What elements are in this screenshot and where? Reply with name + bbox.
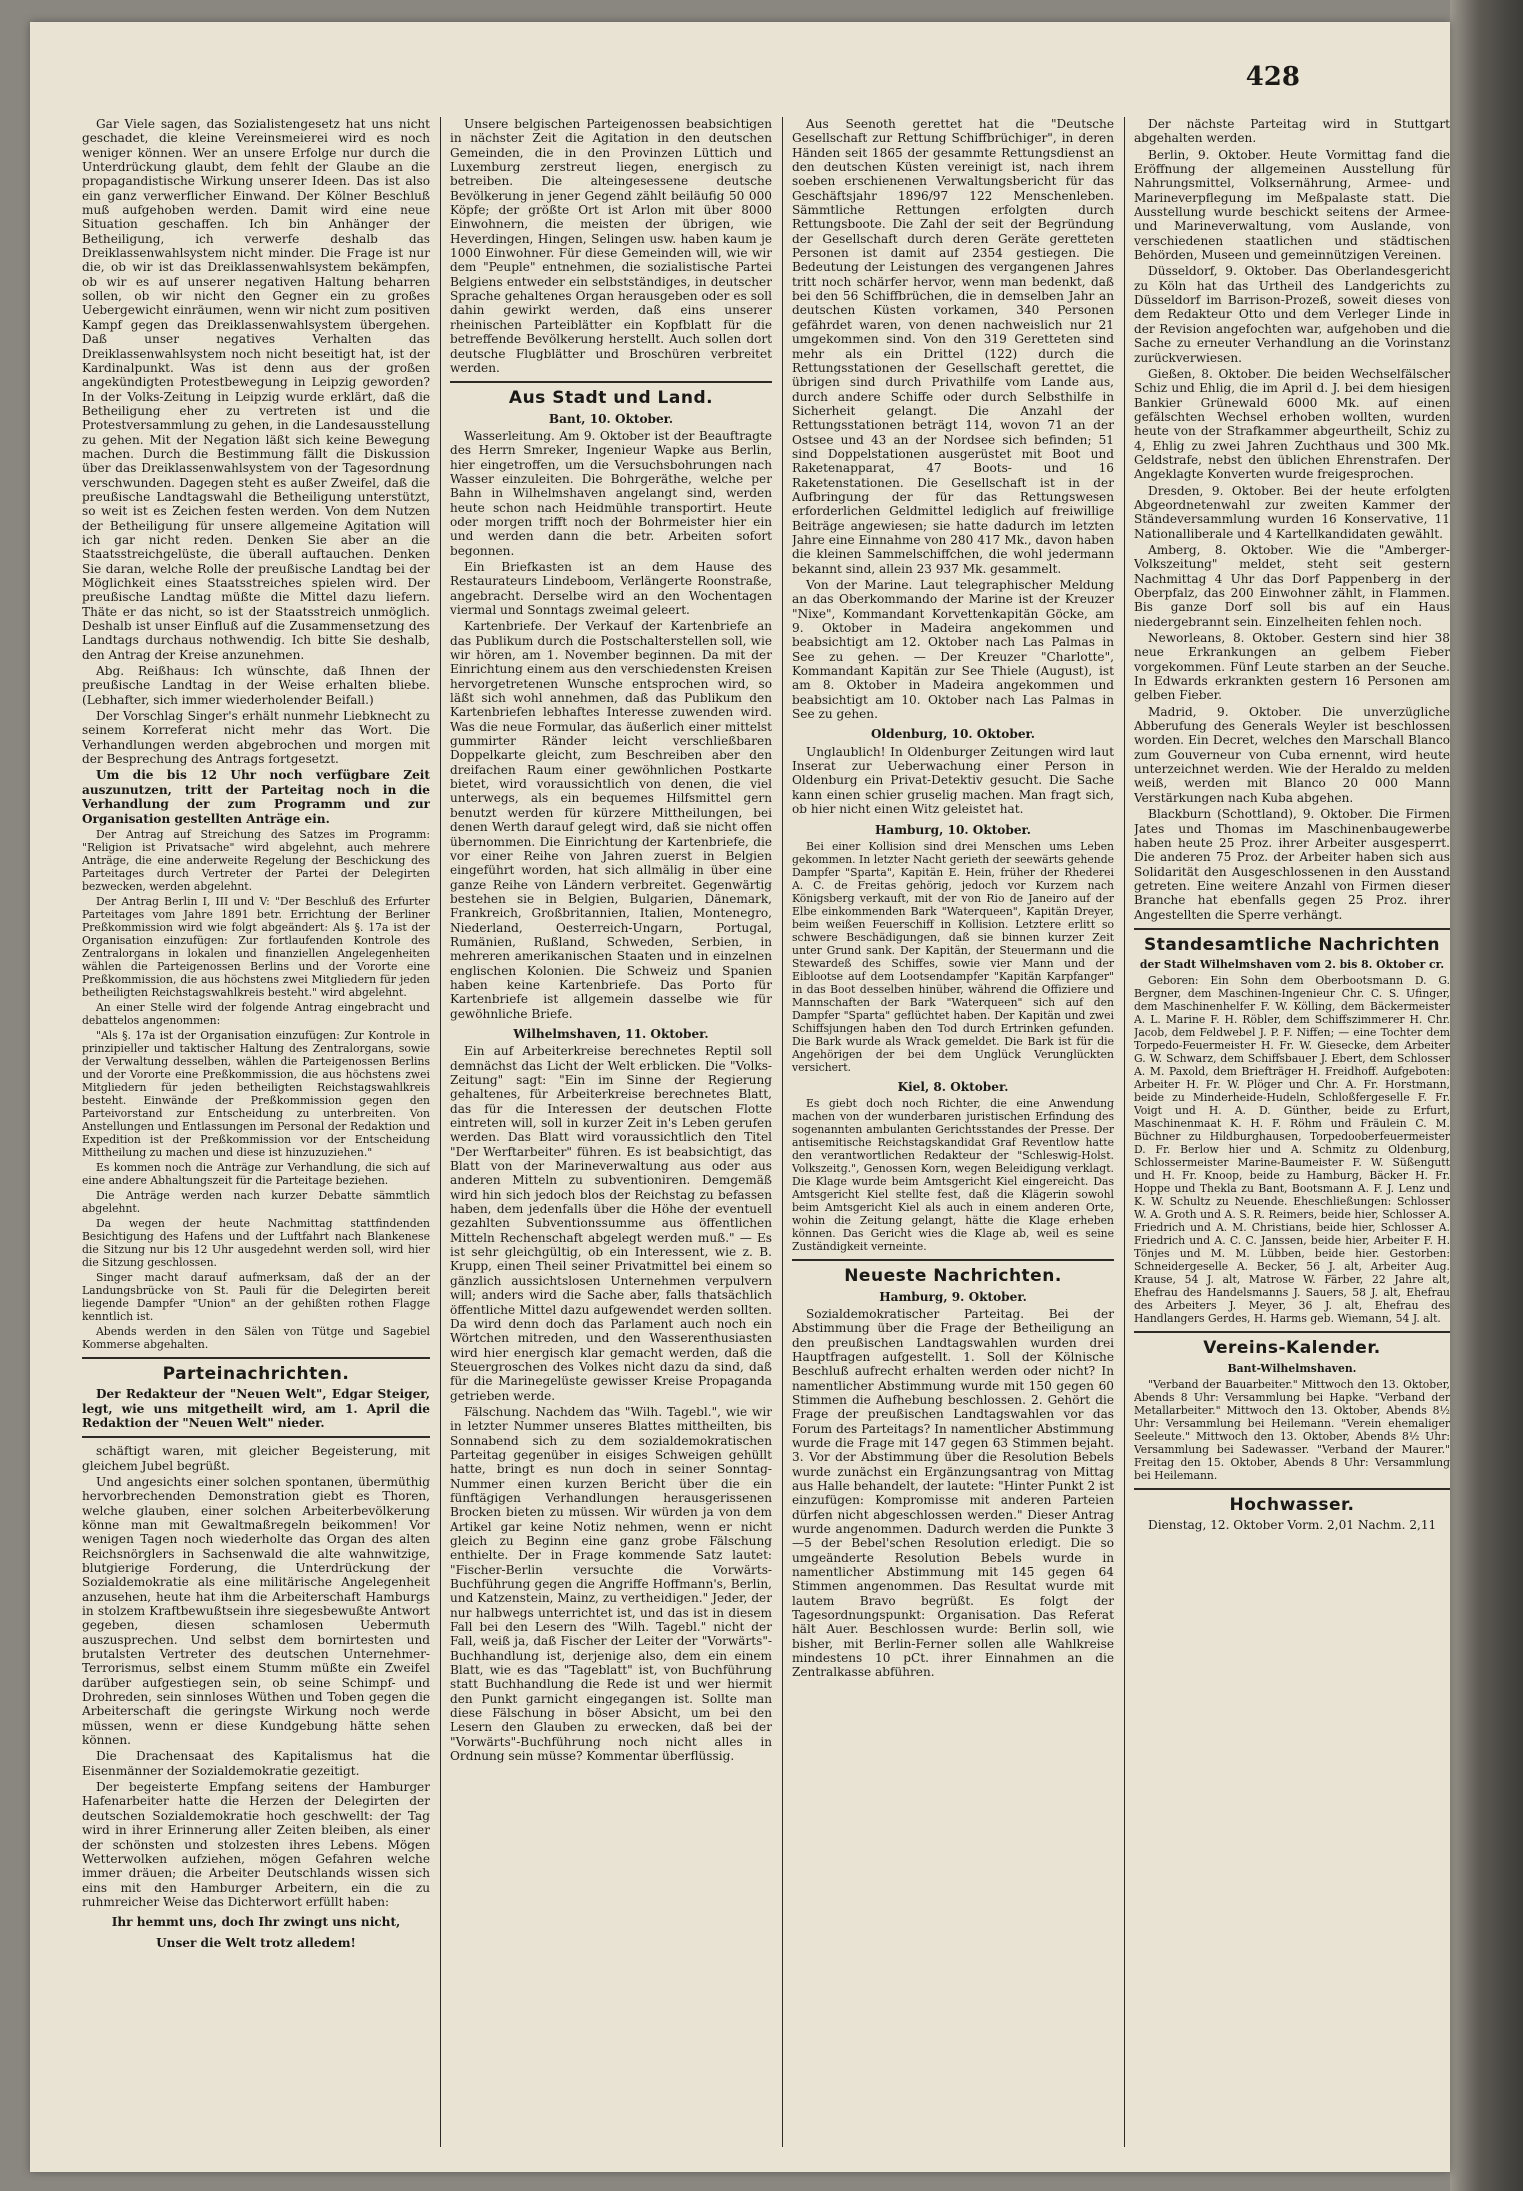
paragraph: schäftigt waren, mit gleicher Begeisterung, mit gleichem Jubel begrüßt. xyxy=(82,1444,430,1473)
paragraph: Der nächste Parteitag wird in Stuttgart abgehalten werden. xyxy=(1134,117,1450,146)
paragraph: Der Vorschlag Singer's erhält nunmehr Liebknecht zu seinem Korreferat nicht mehr das Wort. Die Verhandlungen werden abgebrochen und morgen mit der Besprechung des Antrags fortgesetzt. xyxy=(82,709,430,767)
paragraph: Singer macht darauf aufmerksam, daß der an der Landungsbrücke von St. Pauli für die Delegirten bereit liegende Dampfer "Union" an der gehißten rothen Flagge kenntlich ist. xyxy=(82,1270,430,1323)
column-rule xyxy=(1124,117,1125,2147)
page-number: 428 xyxy=(1245,62,1300,92)
paragraph: Dresden, 9. Oktober. Bei der heute erfolgten Abgeordnetenwahl zur zweiten Kammer der Ständeversammlung wurden 16 Konservative, 11 Nationalliberale und 4 Kartellkandidaten gewählt. xyxy=(1134,483,1450,541)
paragraph: Und angesichts einer solchen spontanen, übermüthig hervorbrechenden Demonstration giebt es Thoren, welche glauben, einer solchen Arbeiterbevölkerung könne man mit Gewaltmaßregeln beikommen! Vor wenigen Tagen noch wiederholte das Organ des alten Reichsnörglers in Sachsenwald die alte wahnwitzige, blutgierige Forderung, die Unterdrückung der Sozialdemokratie als eine militärische Angelegenheit anzusehen, heute hat ihm die Arbeiterschaft Hamburgs in stolzem Kraftbewußtsein ihre siegesbewußte Antwort gegeben, diesen schamlosen Uebermuth auszusprechen. Und selbst dem bornirtesten und brutalsten Vertreter des deutschen Unternehmer-Terrorismus, selbst einem Stumm müßte ein Zweifel darüber aufgestiegen sein, ob seine Schimpf- und Drohreden, sein sinnloses Wüthen und Toben gegen die Arbeiterschaft die geringste Wirkung noch werde müssen, wenn er diese Kundgebung hätte sehen können. xyxy=(82,1474,430,1748)
paragraph: Düsseldorf, 9. Oktober. Das Oberlandesgericht zu Köln hat das Urtheil des Landgerichts zu Düsseldorf im Barrison-Prozeß, soweit dieses von dem Redakteur Otto und dem Verleger Linde in der Revision angefochten war, aufgehoben und die Sache zu erneuter Verhandlung an die Vorinstanz zurückverwiesen. xyxy=(1134,264,1450,365)
paragraph: Ein Briefkasten ist an dem Hause des Restaurateurs Lindeboom, Verlängerte Roonstraße, angebracht. Derselbe wird an den Wochentagen viermal und Sonntags zweimal geleert. xyxy=(450,559,772,617)
paragraph: An einer Stelle wird der folgende Antrag eingebracht und debattelos angenommen: xyxy=(82,1000,430,1027)
paragraph: Aus Seenoth gerettet hat die "Deutsche Gesellschaft zur Rettung Schiffbrüchiger", in deren Händen seit 1865 der gesammte Rettungsdienst an den deutschen Küsten vereinigt ist, nach ihrem soeben erschienenen Verwaltungsbericht für das Geschäftsjahr 1896/97 122 Menschenleben. Sämmtliche Rettungen erfolgten durch Rettungsboote. Die Zahl der seit der Begründung der Gesellschaft durch deren Geräte geretteten Personen ist damit auf 2354 gestiegen. Die Bedeutung der Leistungen des vergangenen Jahres tritt noch schärfer hervor, wenn man bedenkt, daß bei den 56 Schiffbrüchen, die in demselben Jahr an deutschen Küsten vorkamen, 340 Personen gefährdet waren, von denen nachweislich nur 21 umgekommen sind. Von den 319 Geretteten sind mehr als ein Drittel (122) durch die Rettungsstationen der Gesellschaft gerettet, die übrigen sind durch Privathilfe vom Lande aus, durch andere Schiffe oder durch Selbsthilfe in Sicherheit gelangt. Die Anzahl der Rettungsstationen beträgt 114, wovon 71 an der Ostsee und 43 an der Nordsee sich befinden; 51 sind Doppelstationen ausgerüstet mit Boot und Raketenapparat, 47 Boots- und 16 Raketenstationen. Die Gesellschaft ist in der Aufbringung der für das Rettungswesen erforderlichen Geldmittel lediglich auf freiwillige Beiträge angewiesen; sie hatte dadurch im letzten Jahre eine Einnahme von 280 417 Mk., davon haben die kleinen Sammelschiffchen, die wohl jedermann bekannt sind, allein 23 937 Mk. gesammelt. xyxy=(792,117,1114,576)
paragraph: Kartenbriefe. Der Verkauf der Kartenbriefe an das Publikum durch die Postschalterstellen soll, wie wir hören, am 1. November beginnen. Da mit der Einrichtung einem aus den verschiedensten Kreisen hervorgetretenen Wunsche entsprochen wird, so läßt sich wohl annehmen, daß das Publikum den Kartenbriefen lebhaftes Interesse zuwenden wird. Was die neue Formular, das äußerlich einer mittelst gummirter Ränder leicht verschließbaren Doppelkarte gleicht, zum Beschreiben aber den dreifachen Raum einer gewöhnlichen Postkarte bietet, wird voraussichtlich von denen, die viel unterwegs, als ein bequemes Hilfsmittel gern benutzt werden für kürzere Mittheilungen, bei denen Werth darauf gelegt wird, daß sie nicht offen übernommen. Die Einrichtung der Kartenbriefe, die vor einer Reihe von Jahren zuerst in Belgien eingeführt worden, hat sich allmälig in über eine ganze Reihe von Ländern verbreitet. Gegenwärtig bestehen sie in Belgien, Bulgarien, Dänemark, Frankreich, Großbritannien, Italien, Montenegro, Niederland, Oesterreich-Ungarn, Portugal, Rumänien, Rußland, Schweden, Serbien, in mehreren amerikanischen Staaten und in einzelnen englischen Kolonien. Die Schweiz und Spanien haben keine Kartenbriefe. Das Porto für Kartenbriefe ist allgemein dasselbe wie für gewöhnliche Briefe. xyxy=(450,619,772,1021)
paragraph: Neworleans, 8. Oktober. Gestern sind hier 38 neue Erkrankungen an gelbem Fieber vorgekommen. Fünf Leute starben an der Seuche. In Edwards erkrankten gestern 16 Personen am gelben Fieber. xyxy=(1134,631,1450,703)
section-rule xyxy=(450,381,772,383)
paragraph: Abends werden in den Sälen von Tütge und Sagebiel Kommerse abgehalten. xyxy=(82,1324,430,1351)
column-1 xyxy=(82,117,430,2147)
paragraph: Gießen, 8. Oktober. Die beiden Wechselfälscher Schiz und Ehlig, die im April d. J. bei dem hiesigen Bankier Grünewald 6000 Mk. auf einen gefälschten Wechsel erhoben wollten, wurden heute von der Strafkammer abgeurtheilt, Schiz zu 4, Ehlig zu zwei Jahren Zuchthaus und 300 Mk. Geldstrafe, nebst den üblichen Ehrenstrafen. Der Angeklagte Konverten wurde freigesprochen. xyxy=(1134,366,1450,482)
dateline: Hamburg, 10. Oktober. xyxy=(875,822,1031,837)
heading-club-calendar: Vereins-Kalender. xyxy=(1203,1338,1381,1359)
paragraph: Unglaublich! In Oldenburger Zeitungen wird laut Inserat zur Ueberwachung einer Person in Oldenburg ein Privat-Detektiv gesucht. Die Sache kann einen schier gruselig machen. Man fragt sich, ob hier nicht einen Witz geleistet hat. xyxy=(792,744,1114,817)
column-2 xyxy=(450,117,772,2147)
paragraph: Sozialdemokratischer Parteitag. Bei der Abstimmung über die Frage der Betheiligung an den preußischen Landtagswahlen wurden drei Hauptfragen aufgestellt. 1. Soll der Kölnische Beschluß aufrecht erhalten werden oder nicht? In namentlicher Abstimmung wurde mit 150 gegen 60 Stimmen die Aufhebung beschlossen. 2. Gehört die Frage der preußischen Landtagswahlen vor das Forum des Parteitags? In namentlicher Abstimmung wurde die Frage mit 147 gegen 63 Stimmen bejaht. 3. Vor der Abstimmung über die Resolution Bebels wurde zunächst ein Ergänzungsantrag von Mittag aus Halle behandelt, der lautete: "Hinter Punkt 2 ist einzufügen: Kompromisse mit anderen Parteien dürfen nicht abgeschlossen werden." Dieser Antrag wurde angenommen. Dadurch werden die Punkte 3—5 der Bebel'schen Resolution erledigt. Die so umgeänderte Resolution Bebels wurde in namentlicher Abstimmung mit 145 gegen 64 Stimmen angenommen. Das Resultat wurde mit lautem Bravo begrüßt. Es folgt der Tagesordnungspunkt: Organisation. Das Referat hält Auer. Beschlossen wurde: Berlin soll, wie bisher, mit Berlin-Ferner sollen alle Wahlkreise mindestens 10 pCt. ihrer Einnahmen an die Zentralkasse abführen. xyxy=(792,1306,1114,1680)
paragraph: Die Anträge werden nach kurzer Debatte sämmtlich abgelehnt. xyxy=(82,1188,430,1215)
verse-line: Ihr hemmt uns, doch Ihr zwingt uns nicht, xyxy=(111,1915,401,1930)
column-3 xyxy=(792,117,1114,2147)
paragraph: Es kommen noch die Anträge zur Verhandlung, die sich auf eine andere Abhaltungszeit für die Parteitage beziehen. xyxy=(82,1160,430,1187)
heading-latest-news: Neueste Nachrichten. xyxy=(844,1266,1062,1287)
paragraph: Gar Viele sagen, das Sozialistengesetz hat uns nicht geschadet, die kleine Vereinsmeierei wird es noch weniger können. Wer an unsere Erfolge nur durch die Unterdrückung glaubt, dem fehlt der Glaube an die propagandistische Wirkung unserer Ideen. Das ist also ein ganz verwerflicher Einwand. Der Kölner Beschluß muß aufgehoben werden. Damit wird eine neue Situation geschaffen. Ich bin Anhänger der Betheiligung, ich verwerfe deshalb das Dreiklassenwahlsystem nicht minder. Die Frage ist nur die, ob wir ist das Dreiklassenwahlsystem bekämpfen, ob wir es auf unserer negativen Haltung beharren sollen, ob wir nicht den Gegner ein zu großes Uebergewicht einräumen, wenn wir nicht zum positiven Kampf gegen das Dreiklassenwahlsystem übergehen. Daß unser negatives Verhalten das Dreiklassenwahlsystem noch nicht beseitigt hat, ist der Kardinalpunkt. Was ist denn aus der großen angekündigten Protestbewegung in Leipzig geworden? In der Volks-Zeitung in Leipzig wurde erklärt, daß die Betheiligung eher zu vertreten ist und die Protestversammlung zu gehen, in die Landesausstellung zu gehen. Mit der Negation läßt sich keine Bewegung machen. Durch die Bestimmung fällt die Diskussion über das Dreiklassenwahlsystem von der Tagesordnung verschwunden. Dagegen steht es außer Zweifel, daß die preußische Landtagswahl die Betheiligung unterstützt, so weit ist es Zeichen festen werden. Von dem Nutzen der Betheiligung für unsere allgemeine Agitation will ich gar nicht reden. Denken Sie aber an die Staatsstreichgelüste, die überall auftauchen. Denken Sie daran, welche Rolle der preußische Landtag bei der Möglichkeit eines Staatsstreiches spielen wird. Der preußische Landtag müßte die Mittel dazu liefern. Thäte er das nicht, so ist der Staatsstreich unmöglich. Deshalb ist unser Einfluß auf die Zusammensetzung des Landtags durchaus nothwendig. Ich bitte Sie deshalb, den Antrag der Kreise anzunehmen. xyxy=(82,117,430,662)
paragraph: Da wegen der heute Nachmittag stattfindenden Besichtigung des Hafens und der Luftfahrt nach Blankenese die Sitzung nur bis 12 Uhr ausgedehnt werden soll, wird hier die Sitzung geschlossen. xyxy=(82,1216,430,1269)
paragraph: Unsere belgischen Parteigenossen beabsichtigen in nächster Zeit die Agitation in den deutschen Gemeinden, die in den Provinzen Lüttich und Luxemburg zerstreut liegen, energisch zu betreiben. Die alteingesessene deutsche Bevölkerung in jener Gegend zählt beiläufig 50 000 Köpfe; der größte Ort ist Arlon mit über 8000 Einwohnern, die meisten der übrigen, wie Heverdingen, Hingen, Selingen usw. haben kaum je 1000 Einwohner. Für diese Gemeinden will, wie wir dem "Peuple" entnehmen, die sozialistische Partei Belgiens entweder ein selbstständiges, in deutscher Sprache gehaltenes Organ herausgeben oder es soll dahin gewirkt werden, daß eins unserer rheinischen Parteiblätter ein Kopfblatt für die betreffende Bevölkerung herstellt. Auch sollen dort deutsche Flugblätter und Broschüren verbreitet werden. xyxy=(450,117,772,375)
dateline: Kiel, 8. Oktober. xyxy=(897,1079,1009,1094)
calendar-subtitle: Bant-Wilhelmshaven. xyxy=(1227,1361,1357,1375)
paragraph: Blackburn (Schottland), 9. Oktober. Die Firmen Jates und Thomas im Maschinenbaugewerbe haben heute 25 Proz. ihrer Arbeiter ausgesperrt. Die anderen 75 Proz. der Arbeiter haben sich aus Solidarität den Ausgeschlossenen in den Ausstand getreten. Eine weitere Anzahl von Firmen dieser Branche hat ebenfalls gegen 25 Proz. ihrer Angestellten die Sperre verhängt. xyxy=(1134,807,1450,922)
paragraph: Ein auf Arbeiterkreise berechnetes Reptil soll demnächst das Licht der Welt erblicken. Die "Volks-Zeitung" sagt: "Ein im Sinne der Regierung gehaltenes, für Arbeiterkreise berechnetes Blatt, das für die Interessen der deutschen Flotte eintreten will, soll in kurzer Zeit in's Leben gerufen werden. Das Blatt wird voraussichtlich den Titel "Der Werftarbeiter" führen. Es ist beabsichtigt, das Blatt von der Marineverwaltung aus oder aus anderen Mitteln zu subventioniren. Demgemäß wird hin sich jedoch blos der Reichstag zu befassen haben, dem jedenfalls über die Höhe der eventuell gezahlten Subventionssumme aus öffentlichen Mitteln Rechenschaft abgelegt werden muß." — Es ist sehr gleichgültig, ob ein Interessent, wie z. B. Krupp, einen Theil seiner Privatmittel bei einem so gänzlich aussichtslosen Unternehmen verpulvern will; anders wird die Sache aber, falls thatsächlich öffentliche Mittel dazu aufgewendet werden sollten. Da wird denn doch das Parlament auch noch ein Wörtchen mitreden, und den Wasserenthusiasten wird hier energisch klar gemacht werden, daß die Steuergroschen des Volkes nicht dazu da sind, daß für die Marinegelüste gewisser Kreise Propaganda getrieben werde. xyxy=(450,1044,772,1403)
dateline: Hamburg, 9. Oktober. xyxy=(879,1289,1027,1304)
paragraph: Abg. Reißhaus: Ich wünschte, daß Ihnen der preußische Landtag in der Weise erhalten bliebe. (Lebhafter, sich immer wiederholender Beifall.) xyxy=(82,664,430,707)
dateline: Oldenburg, 10. Oktober. xyxy=(870,727,1035,742)
section-rule xyxy=(1134,928,1450,930)
tide-times: Dienstag, 12. Oktober Vorm. 2,01 Nachm. 2,11 xyxy=(1148,1517,1437,1532)
column-rule xyxy=(440,117,441,2147)
paragraph: Von der Marine. Laut telegraphischer Meldung an das Oberkommando der Marine ist der Kreuzer "Nixe", Kommandant Korvettenkapitän Göcke, am 9. Oktober in Madeira angekommen und beabsichtigt am 12. Oktober nach Las Palmas in See zu gehen. — Der Kreuzer "Charlotte", Kommandant Kapitän zur See Thiele (August), ist am 8. Oktober in Madeira angekommen und beabsichtigt am 10. Oktober nach Las Palmas in See zu gehen. xyxy=(792,578,1114,722)
section-rule xyxy=(82,1357,430,1359)
paragraph: "Als §. 17a ist der Organisation einzufügen: Zur Kontrole in prinzipieller und taktischer Haltung des Zentralorgans, sowie der Verwaltung desselben, wählen die Parteigenossen Berlins und der Vororte eine Preßkommission, die aus höchstens zwei Mitgliedern für jeden betheiligten Reichstagswahlkreis besteht. Einwände der Preßkommission gegen den Parteivorstand zur Entscheidung zu unterbreiten. Von Anstellungen und Entlassungen im Personal der Redaktion und Expedition ist der Preßkommission vor der Entscheidung Mittheilung zu machen und diese ist hinzuzuziehen." xyxy=(82,1028,430,1159)
dateline: Bant, 10. Oktober. xyxy=(548,411,674,426)
heading-registry: Standesamtliche Nachrichten xyxy=(1144,934,1440,955)
newspaper-page xyxy=(30,22,1450,2172)
heading-local-news: Aus Stadt und Land. xyxy=(508,388,714,409)
paragraph: Wasserleitung. Am 9. Oktober ist der Beauftragte des Herrn Smreker, Ingenieur Wapke aus Berlin, hier eingetroffen, um die Versuchsbohrungen nach Wasser einzuleiten. Die Bohrgeräthe, welche per Bahn in Wilhelmshaven angelangt sind, werden heute schon nach Heidmühle transportirt. Heute oder morgen trifft noch der Bohrmeister hier ein und werden dann die betr. Arbeiten sofort begonnen. xyxy=(450,428,772,558)
column-4 xyxy=(1134,117,1450,2147)
paragraph: Es giebt doch noch Richter, die eine Anwendung machen von der wunderbaren juristischen Erfindung des sogenannten ambulanten Gerichtsstandes der Presse. Der antisemitische Reichstagskandidat Graf Reventlow hatte den verantwortlichen Redakteur der "Schleswig-Holst. Volkszeitg.", Genossen Korn, wegen Beleidigung verklagt. Die Klage wurde beim Amtsgericht Kiel eingereicht. Das Amtsgericht Kiel stellte fest, daß die Klägerin sowohl beim Amtsgericht Kiel als auch in einem anderen Orte, wohin die Zeitung gelangt, hätte die Klage erheben können. Das Gericht wies die Klage ab, weil es seine Zuständigkeit verneinte. xyxy=(792,1097,1114,1254)
paragraph: Der begeisterte Empfang seitens der Hamburger Hafenarbeiter hatte die Herzen der Delegirten der deutschen Sozialdemokratie hoch geschwellt: der Tag wird in ihrer Erinnerung aller Zeiten bleiben, als einer der schönsten und stolzesten ihres Lebens. Mögen Wetterwolken aufziehen, mögen Gefahren welche immer dräuen; die Arbeiter Deutschlands wissen sich eins mit den Hamburger Arbeitern, ein die zu ruhmreicher Weise das Dichterwort erfüllt haben: xyxy=(82,1780,430,1909)
calendar-entries: "Verband der Bauarbeiter." Mittwoch den 13. Oktober, Abends 8 Uhr: Versammlung bei Hapke. "Verband der Metallarbeiter." Mittwoch den 13. Oktober, Abends 8½ Uhr: Versammlung bei Heilemann. "Verein ehemaliger Seeleute." Mittwoch den 13. Oktober, Abends 8½ Uhr: Versammlung bei Sadewasser. "Verband der Maurer." Freitag den 15. Oktober, Abends 8 Uhr: Versammlung bei Heilemann. xyxy=(1134,1377,1450,1482)
section-rule xyxy=(1134,1331,1450,1333)
paragraph: Um die bis 12 Uhr noch verfügbare Zeit auszunutzen, tritt der Parteitag noch in die Verhandlung der zum Programm und zur Organisation gestellten Anträge ein. xyxy=(82,768,430,826)
column-rule xyxy=(782,117,783,2147)
paragraph: Madrid, 9. Oktober. Die unverzügliche Abberufung des Generals Weyler ist beschlossen worden. Ein Decret, welches den Marschall Blanco zum Gouverneur von Cuba ernennt, wird heute unterzeichnet werden. Wie der Heraldo zu melden weiß, werden mit Blanco 20 000 Mann Verstärkungen nach Kuba abgehen. xyxy=(1134,704,1450,805)
paragraph: Amberg, 8. Oktober. Wie die "Amberger-Volkszeitung" meldet, steht seit gestern Nachmittag 4 Uhr das Dorf Pappenberg in der Oberpfalz, das 200 Einwohner zählt, in Flammen. Bis ganze Dorf soll bis auf ein Haus niedergebrannt sein. Einzelheiten fehlen noch. xyxy=(1134,542,1450,629)
section-rule xyxy=(82,1436,430,1438)
party-notice: Der Redakteur der "Neuen Welt", Edgar Steiger, legt, wie uns mitgetheilt wird, am 1. April die Redaktion der "Neuen Welt" nieder. xyxy=(82,1387,430,1430)
paragraph: Fälschung. Nachdem das "Wilh. Tagebl.", wie wir in letzter Nummer unseres Blattes mittheilten, bis Sonnabend sich zu dem sozialdemokratischen Parteitag gegenüber in eisiges Schweigen gehüllt hatte, bringt es nun doch in seiner Sonntag-Nummer einen kurzen Bericht über die ein fünftägigen Verhandlungen herausgerissenen Brocken bieten zu müssen. Wir würden ja von dem Artikel gar keine Notiz nehmen, wenn er nicht gleich zu Beginn eine ganz grobe Fälschung enthielte. Der in Frage kommende Satz lautet: "Fischer-Berlin versuchte die Vorwärts-Buchführung gegen die Angriffe Hoffmann's, Berlin, und Katzenstein, Mainz, zu vertheidigen." Jeder, der nur halbwegs unterrichtet ist, und das ist in diesem Fall bei den Lesern des "Wilh. Tagebl." nicht der Fall, weiß ja, daß Fischer der Leiter der "Vorwärts"-Buchhandlung ist, derjenige also, dem ein einem Blatt, wie es das "Tageblatt" ist, von Buchführung statt Buchhandlung die Rede ist und wer hiermit den Punkt garnicht eingegangen ist. Sollte man diese Fälschung in böser Absicht, um bei den Lesern den Glauben zu erwecken, daß bei der "Vorwärts"-Buchführung noch nicht alles in Ordnung sein müsse? Kommentar überflüssig. xyxy=(450,1404,772,1764)
heading-party-news: Parteinachrichten. xyxy=(162,1363,350,1384)
paragraph: Berlin, 9. Oktober. Heute Vormittag fand die Eröffnung der allgemeinen Ausstellung für Nahrungsmittel, Volksernährung, Armee- und Marineverpflegung im Meßpalaste statt. Die Ausstellung wurde beschickt seitens der Armee- und Marineverwaltung, vom Auslande, von verschiedenen staatlichen und städtischen Behörden, Museen und gemeinnützigen Vereinen. xyxy=(1134,147,1450,263)
heading-high-tide: Hochwasser. xyxy=(1229,1494,1355,1515)
registry-subtitle: der Stadt Wilhelmshaven vom 2. bis 8. Oktober cr. xyxy=(1139,958,1445,972)
dateline: Wilhelmshaven, 11. Oktober. xyxy=(513,1026,709,1041)
paragraph: Der Antrag auf Streichung des Satzes im Programm: "Religion ist Privatsache" wird abgelehnt, auch mehrere Anträge, die eine anderweite Regelung der Beschickung des Parteitages durch Vertreter der Partei der Delegirten bezwecken, werden abgelehnt. xyxy=(82,827,430,893)
paragraph: Der Antrag Berlin I, III und V: "Der Beschluß des Erfurter Parteitages vom Jahre 1891 betr. Errichtung der Berliner Preßkommission wird wie folgt abgeändert: Als §. 17a ist der Organisation einzufügen: Zur fortlaufenden Kontrole des Zentralorgans in lokalen und finanziellen Angelegenheiten wählen die Parteigenossen Berlins und der Vororte eine Preßkommission, die aus höchstens zwei Mitgliedern für jeden betheiligten Reichstagswahlkreis besteht." wird abgelehnt. xyxy=(82,894,430,999)
section-rule xyxy=(1134,1488,1450,1490)
registry-entries: Geboren: Ein Sohn dem Oberbootsmann D. G. Bergner, dem Maschinen-Ingenieur Chr. C. S. Ufinger, dem Maschinenhelfer F. W. Kölling, dem Bäckermeister A. L. Marine F. H. Röbler, dem Schiffszimmerer H. Chr. Jacob, dem Feldwebel J. P. F. Niffen; — eine Tochter dem Torpedo-Feuermeister H. Fr. W. Giesecke, dem Arbeiter G. W. Schwarz, dem Schiffsbauer J. Ebert, dem Schlosser A. M. Paxold, dem Briefträger H. Freidhoff. Aufgeboten: Arbeiter H. Fr. W. Plöger und Chr. A. Fr. Horstmann, beide zu Minderheide-Hudeln, Schloßfergeselle F. Fr. Voigt und H. A. D. Günther, beide zu Erfurt, Maschinenmaat K. H. F. Röhm und Fräulein C. M. Büchner zu Hildburghausen, Torpedooberfeuermeister D. Fr. Berlow hier und A. Schmitz zu Oldenburg, Schlossermeister Marine-Baumeister F. W. Süßengutt und H. Fr. Knoop, beide zu Hamburg, Bäcker H. Fr. Hoppe und Thekla zu Bant, Bootsmann A. F. J. Lenz und K. W. Schultz zu Neuende. Eheschließungen: Schlosser W. A. Groth und A. S. R. Reimers, beide hier, Schlosser A. Friedrich und A. M. Christians, beide hier, Schlosser A. Friedrich und A. C. C. Janssen, beide hier, Arbeiter F. H. Tönjes und M. M. Lübben, beide hier. Gestorben: Schneidergeselle A. Becker, 56 J. alt, Arbeiter Aug. Krause, 54 J. alt, Matrose W. Färber, 22 Jahre alt, Ehefrau des Handelsmanns J. Sauers, 58 J. alt, Ehefrau des Arbeiters J. Meyer, 36 J. alt, Ehefrau des Handlangers Gerdes, H. Harms geb. Wiemann, 54 J. alt. xyxy=(1134,974,1450,1326)
paragraph: Bei einer Kollision sind drei Menschen ums Leben gekommen. In letzter Nacht gerieth der seewärts gehende Dampfer "Sparta", Kapitän E. Hein, früher der Rhederei A. C. de Freitas gehörig, jedoch vor Kurzem nach Königsberg verkauft, mit der von Rio de Janeiro auf der Elbe einkommenden Bark "Waterqueen", Kapitän Dreyer, beim weißen Feuerschiff in Kollision. Letztere erlitt so schwere Beschädigungen, daß sie binnen kurzer Zeit unter Grund sank. Der Kapitän, der Steuermann und die Stewardeß des Schiffes, sowie vier Mann und der Eiblootse auf dem Lootsendampfer "Kapitän Karpfanger" in das Boot desselben hinüber, während die Offiziere und Mannschaften der Bark "Waterqueen" sich auf den Dampfer "Sparta" geflüchtet haben. Der Kapitän und zwei Schiffsjungen haben den Tod durch Ertrinken gefunden. Die Bark wurde als Wrack gemeldet. Die Bark ist für die Angehörigen der bei dem Unglück Verunglückten versichert. xyxy=(792,839,1114,1074)
paragraph: Die Drachensaat des Kapitalismus hat die Eisenmänner der Sozialdemokratie gezeitigt. xyxy=(82,1749,430,1778)
section-rule xyxy=(792,1259,1114,1261)
verse-line: Unser die Welt trotz alledem! xyxy=(156,1935,356,1950)
scan-edge xyxy=(1450,0,1523,2191)
